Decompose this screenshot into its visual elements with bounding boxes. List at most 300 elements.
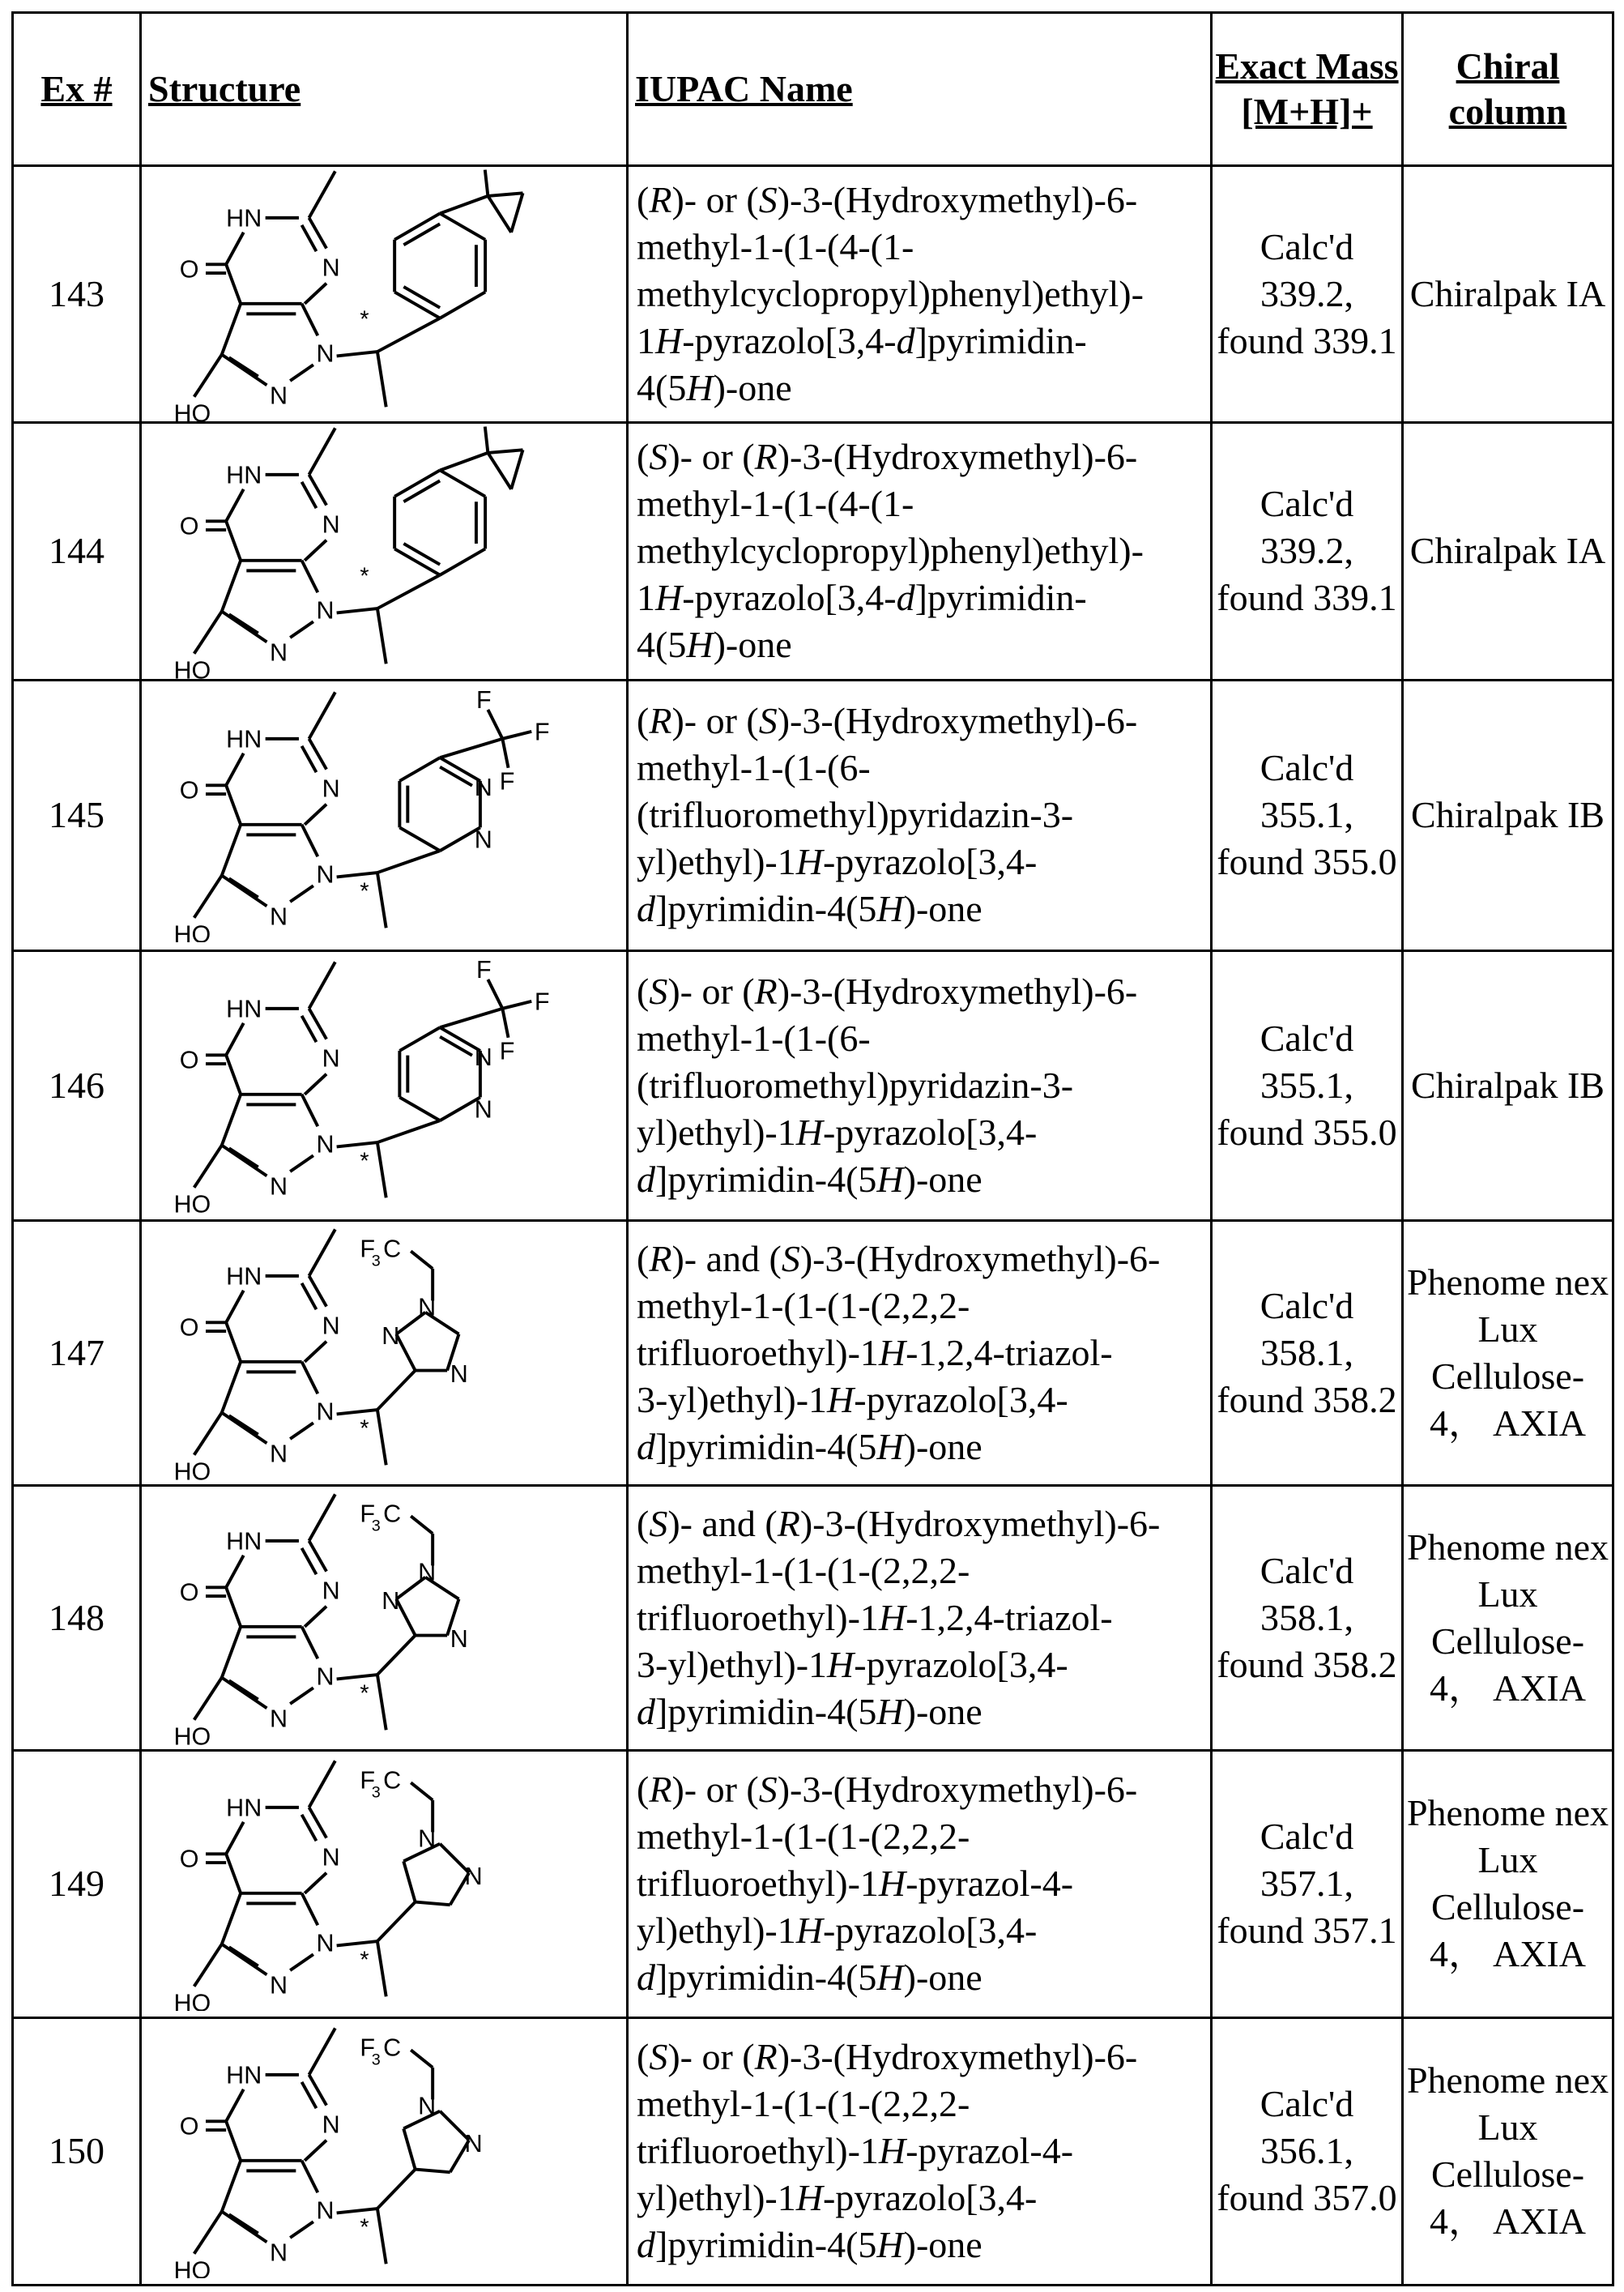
bond	[222, 304, 241, 355]
header-chiral: Chiral column	[1403, 13, 1613, 166]
bond	[200, 1678, 222, 1711]
exact-mass	[1212, 950, 1403, 1220]
example-number-text: 145	[49, 794, 104, 835]
atom-label: N	[270, 639, 288, 667]
atom-label: N	[316, 1930, 334, 1957]
structure-cell	[141, 680, 628, 950]
chiral-column-text: Phenome nex Lux Cellulose-4， AXIA	[1407, 1261, 1609, 1444]
atom-label: N	[450, 1360, 468, 1388]
bond	[222, 1146, 267, 1176]
bond	[309, 429, 335, 475]
atom-label: *	[360, 2214, 369, 2240]
atom-label: N	[381, 1588, 399, 1615]
bond	[222, 2212, 267, 2243]
bond	[411, 1782, 433, 1800]
structure-cell	[141, 1750, 628, 2017]
example-number-text: 148	[49, 1597, 104, 1638]
atom-label: HO	[174, 2256, 211, 2278]
bond	[377, 2209, 386, 2264]
atom-label: N	[322, 2111, 340, 2139]
example-number	[13, 1220, 141, 1485]
bond	[229, 1947, 258, 1965]
bond	[229, 1681, 258, 1700]
atom-label: *	[360, 1947, 369, 1973]
bond	[488, 450, 522, 454]
iupac-name-text: (R)- or (S)-3-(Hydroxymethyl)-6- methyl-1-(1-(6- (trifluoromethyl)pyridazin-3- yl)ethyl)-1H-pyrazolo[3,4- d]pyrimidin-4(5H)-one	[637, 700, 1137, 929]
example-number	[13, 680, 141, 950]
example-number-text: 147	[49, 1332, 104, 1373]
bond	[200, 2212, 222, 2245]
bond	[440, 1009, 502, 1027]
bond	[309, 692, 335, 738]
bond	[403, 544, 440, 565]
bond	[222, 612, 267, 642]
chiral-column-text: Phenome nex Lux Cellulose-4， AXIA	[1407, 1792, 1609, 1974]
atom-label: HO	[174, 657, 211, 679]
atom-label: N	[270, 1173, 288, 1201]
atom-label: N	[316, 1663, 334, 1691]
chemical-structure-trifluoroethyl-triazole	[142, 1490, 626, 1744]
atom-label: HO	[174, 399, 211, 421]
chiral-column-text: Phenome nex Lux Cellulose-4， AXIA	[1407, 2059, 1609, 2242]
atom-label: N	[270, 1705, 288, 1733]
atom-label: O	[180, 2112, 199, 2140]
bond	[226, 1291, 244, 1323]
bond	[337, 608, 377, 612]
iupac-name	[628, 1485, 1212, 1750]
bond	[377, 1120, 440, 1142]
chemical-structure-trifluoroethyl-pyrazole	[142, 2024, 626, 2278]
atom-label: F	[360, 1766, 375, 1794]
bond	[399, 827, 440, 851]
bond	[377, 1142, 386, 1197]
bond	[229, 1149, 258, 1167]
bond	[226, 1023, 244, 1056]
bond	[377, 1371, 416, 1410]
bond	[200, 355, 222, 388]
bond	[200, 1146, 222, 1179]
example-number-text: 143	[49, 273, 104, 314]
bond	[502, 1009, 508, 1038]
atom-label: F	[476, 958, 492, 984]
bond	[222, 876, 267, 907]
atom-label: HO	[174, 1458, 211, 1480]
bond	[403, 1861, 415, 1901]
bond	[226, 1556, 244, 1588]
bond	[194, 1711, 200, 1720]
bond	[411, 1252, 433, 1270]
bond	[485, 427, 488, 453]
exact-mass-text: Calc'd 358.1, found 358.2	[1217, 1285, 1396, 1420]
atom-label: N	[322, 1045, 340, 1073]
bond	[302, 1893, 318, 1926]
bond	[194, 2245, 200, 2254]
bond	[229, 1416, 258, 1435]
bond	[309, 1230, 335, 1276]
atom-label: O	[180, 1314, 199, 1342]
example-number	[13, 1750, 141, 2017]
atom-label: N	[316, 1398, 334, 1426]
bond	[377, 1675, 386, 1730]
bond	[305, 540, 326, 561]
bond	[200, 1413, 222, 1446]
bond	[305, 1607, 326, 1627]
bond	[337, 2209, 377, 2213]
bond	[222, 1678, 267, 1709]
bond	[502, 1001, 531, 1009]
bond	[416, 1901, 450, 1905]
bond	[377, 318, 440, 352]
chiral-column	[1403, 166, 1613, 423]
bond	[411, 2050, 433, 2068]
structure-cell	[141, 1485, 628, 1750]
exact-mass	[1212, 423, 1403, 680]
example-number-text: 144	[49, 530, 104, 571]
bond	[290, 1423, 313, 1440]
bond	[403, 481, 440, 502]
bond	[488, 710, 502, 739]
bond	[290, 886, 313, 902]
atom-label: C	[383, 1236, 401, 1263]
bond	[305, 1873, 326, 1893]
header-iupac: IUPAC Name	[628, 13, 1212, 166]
bond	[502, 732, 531, 739]
bond	[502, 739, 508, 768]
table-row	[13, 1750, 1613, 2017]
atom-label: N	[316, 2197, 334, 2225]
bond	[226, 2089, 244, 2122]
header-row	[13, 13, 1613, 166]
bond	[226, 233, 244, 265]
iupac-name	[628, 1750, 1212, 2017]
table-row	[13, 166, 1613, 423]
bond	[302, 1362, 318, 1394]
atom-label: *	[360, 878, 369, 904]
bond	[194, 645, 200, 654]
atom-label: C	[383, 1500, 401, 1528]
chiral-column-text: Phenome nex Lux Cellulose-4， AXIA	[1407, 1526, 1609, 1709]
bond	[399, 1098, 440, 1121]
bond	[440, 767, 472, 786]
bond	[337, 1410, 377, 1414]
bond	[290, 621, 313, 638]
bond	[194, 909, 200, 918]
atom-label: HN	[226, 2061, 262, 2089]
bond	[440, 453, 488, 471]
bond	[302, 304, 318, 336]
chiral-column	[1403, 423, 1613, 680]
example-number	[13, 950, 141, 1220]
bond	[226, 522, 241, 561]
iupac-name-text: (S)- or (R)-3-(Hydroxymethyl)-6- methyl-1-(1-(1-(2,2,2- trifluoroethyl)-1H-pyrazol-4- yl)ethyl)-1H-pyrazolo[3,4- d]pyrimidin-4(5H)-one	[637, 2036, 1137, 2265]
exact-mass-text: Calc'd 357.1, found 357.1	[1217, 1816, 1396, 1951]
bond	[305, 284, 326, 304]
bond	[305, 805, 326, 825]
chiral-column	[1403, 1750, 1613, 2017]
header-mass: Exact Mass [M+H]+	[1212, 13, 1403, 166]
atom-label: C	[383, 2034, 401, 2061]
chiral-column	[1403, 950, 1613, 1220]
atom-label: N	[316, 340, 334, 368]
atom-label: HN	[226, 996, 262, 1023]
bond	[377, 1901, 416, 1940]
bond	[488, 980, 502, 1009]
exact-mass-text: Calc'd 355.1, found 355.0	[1217, 1018, 1396, 1153]
atom-label: N	[322, 1844, 340, 1872]
iupac-name	[628, 680, 1212, 950]
exact-mass	[1212, 166, 1403, 423]
iupac-name	[628, 166, 1212, 423]
bond	[440, 1037, 472, 1056]
example-number	[13, 1485, 141, 1750]
bond	[222, 1627, 241, 1678]
example-number	[13, 2017, 141, 2285]
bond	[229, 614, 258, 633]
chiral-column	[1403, 1220, 1613, 1485]
atom-label: N	[270, 903, 288, 931]
chiral-column-text: Chiralpak IB	[1411, 794, 1605, 835]
bond	[226, 1822, 244, 1855]
atom-label: N	[418, 1825, 436, 1852]
example-number-text: 149	[49, 1863, 104, 1904]
structure-cell	[141, 1220, 628, 1485]
atom-label: F	[500, 768, 515, 796]
bond	[200, 612, 222, 645]
chiral-column-text: Chiralpak IA	[1410, 273, 1605, 314]
header-ex: Ex #	[13, 13, 141, 166]
bond	[226, 1588, 241, 1627]
bond	[377, 1941, 386, 1996]
bond	[302, 1627, 318, 1659]
atom-label: F	[476, 688, 492, 714]
atom-label: O	[180, 513, 199, 540]
atom-label: O	[180, 1047, 199, 1074]
example-number	[13, 423, 141, 680]
chiral-column	[1403, 1485, 1613, 1750]
atom-label: N	[418, 1294, 436, 1321]
atom-label: N	[418, 2092, 436, 2119]
bond	[226, 785, 241, 824]
structure-cell	[141, 2017, 628, 2285]
bond	[309, 1761, 335, 1807]
bond	[403, 2128, 415, 2169]
bond	[416, 2169, 450, 2172]
bond	[337, 873, 377, 877]
bond	[403, 224, 440, 245]
bond	[488, 453, 511, 489]
atom-label: F	[360, 1236, 375, 1263]
chiral-column-text: Chiralpak IA	[1410, 530, 1605, 571]
bond	[222, 561, 241, 612]
iupac-name-text: (S)- or (R)-3-(Hydroxymethyl)-6- methyl-1-(1-(4-(1- methylcyclopropyl)phenyl)ethyl)- 1H-pyrazolo[3,4-d]pyrimidin- 4(5H)-one	[637, 436, 1144, 665]
bond	[302, 825, 318, 857]
bond	[302, 2161, 318, 2193]
atom-label: *	[360, 1149, 369, 1175]
example-number-text: 146	[49, 1065, 104, 1106]
atom-label: HO	[174, 1989, 211, 2011]
atom-label: O	[180, 1845, 199, 1872]
table-row	[13, 1485, 1613, 1750]
bond	[222, 2161, 241, 2212]
bond	[305, 2140, 326, 2161]
bond	[226, 264, 241, 303]
bond	[200, 1944, 222, 1978]
exact-mass-text: Calc'd 339.2, found 339.1	[1217, 226, 1396, 361]
bond	[302, 561, 318, 593]
chemical-structure-methylcyclopropyl-phenyl	[142, 167, 626, 421]
exact-mass	[1212, 680, 1403, 950]
atom-label: HN	[226, 462, 262, 489]
bond	[337, 1675, 377, 1679]
bond	[200, 876, 222, 909]
bond	[377, 1410, 386, 1465]
bond	[290, 1688, 313, 1705]
atom-label: 3	[372, 1517, 381, 1535]
bond	[399, 1028, 440, 1052]
iupac-name	[628, 950, 1212, 1220]
atom-label: 3	[372, 1253, 381, 1270]
atom-label: HO	[174, 1191, 211, 1213]
bond	[226, 753, 244, 786]
bond	[337, 1941, 377, 1945]
bond	[488, 196, 511, 233]
bond	[377, 575, 440, 608]
atom-label: 3	[372, 2051, 381, 2068]
atom-label: F	[360, 1500, 375, 1528]
iupac-name-text: (S)- or (R)-3-(Hydroxymethyl)-6- methyl-1-(1-(6- (trifluoromethyl)pyridazin-3- yl)ethyl)-1H-pyrazolo[3,4- d]pyrimidin-4(5H)-one	[637, 971, 1137, 1200]
atom-label: O	[180, 255, 199, 283]
atom-label: F	[360, 2034, 375, 2061]
atom-label: N	[322, 254, 340, 282]
atom-label: N	[316, 597, 334, 625]
bond	[488, 193, 522, 196]
bond	[337, 352, 377, 356]
bond	[305, 1074, 326, 1095]
bond	[229, 2214, 258, 2233]
bond	[411, 1517, 433, 1534]
bond	[194, 1179, 200, 1188]
bond	[305, 1342, 326, 1362]
exact-mass	[1212, 1750, 1403, 2017]
atom-label: O	[180, 1579, 199, 1607]
atom-label: N	[322, 1577, 340, 1605]
iupac-name	[628, 2017, 1212, 2285]
exact-mass-text: Calc'd 358.1, found 358.2	[1217, 1550, 1396, 1685]
exact-mass-text: Calc'd 355.1, found 355.0	[1217, 747, 1396, 882]
bond	[309, 962, 335, 1009]
atom-label: N	[316, 861, 334, 889]
bond	[377, 851, 440, 873]
bond	[222, 1893, 241, 1944]
bond	[222, 1362, 241, 1413]
atom-label: N	[270, 2239, 288, 2267]
bond	[222, 1944, 267, 1975]
atom-label: N	[381, 1323, 399, 1351]
chiral-column	[1403, 680, 1613, 950]
bond	[229, 878, 258, 897]
bond	[377, 2169, 416, 2208]
atom-label: *	[360, 564, 369, 590]
chiral-column	[1403, 2017, 1613, 2285]
exact-mass	[1212, 2017, 1403, 2285]
header-structure: Structure	[141, 13, 628, 166]
example-number-text: 150	[49, 2130, 104, 2171]
atom-label: *	[360, 307, 369, 333]
atom-label: N	[270, 1972, 288, 2000]
atom-label: N	[465, 2130, 483, 2158]
table-row	[13, 2017, 1613, 2285]
bond	[290, 2222, 313, 2238]
atom-label: HN	[226, 1263, 262, 1291]
chemical-structure-trifluoroethyl-pyrazole	[142, 1756, 626, 2011]
atom-label: N	[270, 382, 288, 410]
bond	[194, 1978, 200, 1987]
bond	[511, 193, 522, 232]
bond	[290, 365, 313, 381]
atom-label: N	[475, 1096, 492, 1124]
iupac-name-text: (S)- and (R)-3-(Hydroxymethyl)-6- methyl-1-(1-(1-(2,2,2- trifluoroethyl)-1H-1,2,4-triazol- 3-yl)ethyl)-1H-pyrazolo[3,4- d]pyrimidin-4(5H)-one	[637, 1503, 1160, 1732]
bond	[222, 825, 241, 876]
bond	[226, 1056, 241, 1095]
atom-label: N	[475, 826, 492, 853]
bond	[226, 2121, 241, 2160]
bond	[222, 1095, 241, 1146]
atom-label: F	[535, 988, 550, 1016]
bond	[403, 287, 440, 308]
atom-label: *	[360, 1416, 369, 1442]
atom-label: N	[270, 1441, 288, 1468]
atom-label: N	[316, 1131, 334, 1159]
atom-label: C	[383, 1766, 401, 1794]
exact-mass-text: Calc'd 339.2, found 339.1	[1217, 483, 1396, 618]
atom-label: O	[180, 776, 199, 804]
chemical-structure-trifluoromethyl-pyridazine	[142, 688, 626, 942]
atom-label: HN	[226, 725, 262, 753]
atom-label: N	[465, 1863, 483, 1890]
bond	[309, 171, 335, 217]
table-row	[13, 423, 1613, 680]
exact-mass	[1212, 1220, 1403, 1485]
bond	[309, 1495, 335, 1541]
atom-label: N	[322, 511, 340, 539]
bond	[440, 196, 488, 214]
bond	[290, 1156, 313, 1172]
atom-label: HN	[226, 1528, 262, 1556]
bond	[440, 471, 485, 497]
iupac-name	[628, 1220, 1212, 1485]
structure-cell	[141, 166, 628, 423]
bond	[309, 2028, 335, 2074]
atom-label: F	[500, 1038, 515, 1065]
atom-label: 3	[372, 1783, 381, 1801]
iupac-name-text: (R)- or (S)-3-(Hydroxymethyl)-6- methyl-1-(1-(1-(2,2,2- trifluoroethyl)-1H-pyrazol-4- yl)ethyl)-1H-pyrazolo[3,4- d]pyrimidin-4(5H)-one	[637, 1769, 1137, 1998]
bond	[222, 1413, 267, 1444]
bond	[229, 357, 258, 376]
table-row	[13, 950, 1613, 1220]
bond	[226, 1323, 241, 1362]
bond	[226, 1854, 241, 1893]
bond	[440, 292, 485, 318]
atom-label: HN	[226, 1794, 262, 1821]
chemical-structure-trifluoromethyl-pyridazine	[142, 958, 626, 1212]
iupac-name-text: (R)- or (S)-3-(Hydroxymethyl)-6- methyl-1-(1-(4-(1- methylcyclopropyl)phenyl)ethyl)- 1H-pyrazolo[3,4-d]pyrimidin- 4(5H)-one	[637, 179, 1144, 408]
bond	[399, 758, 440, 781]
bond	[377, 873, 386, 928]
compound-table	[11, 11, 1614, 2286]
atom-label: HO	[174, 1723, 211, 1745]
atom-label: N	[322, 775, 340, 803]
chemical-structure-methylcyclopropyl-phenyl	[142, 424, 626, 678]
